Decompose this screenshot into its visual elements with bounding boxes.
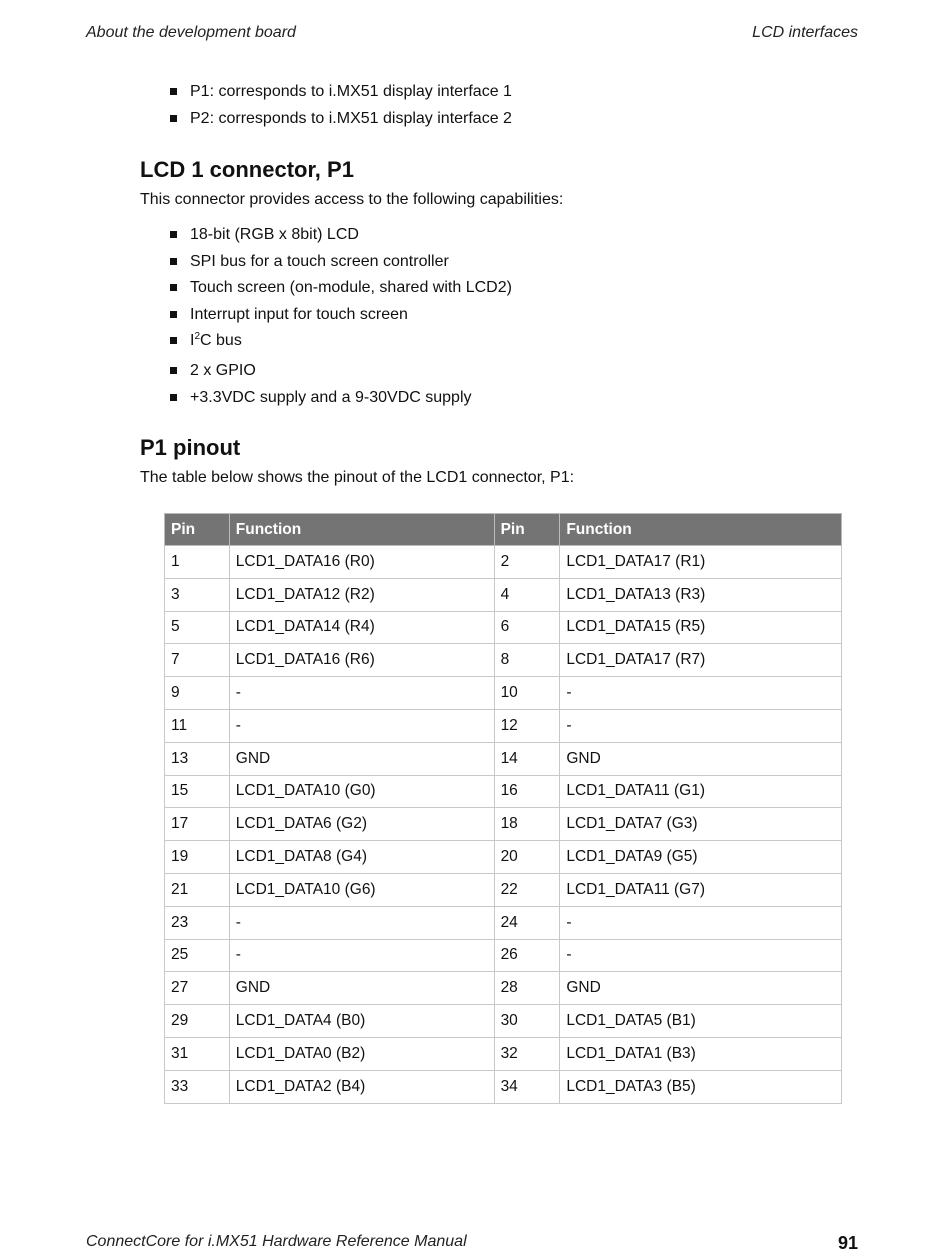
function-cell: LCD1_DATA4 (B0) (229, 1005, 494, 1038)
function-cell: LCD1_DATA13 (R3) (560, 578, 842, 611)
pin-cell: 7 (165, 644, 230, 677)
function-cell: - (560, 709, 842, 742)
table-row (165, 1070, 842, 1103)
pin-cell: 10 (494, 677, 560, 710)
function-cell: LCD1_DATA15 (R5) (560, 611, 842, 644)
pin-cell: 31 (165, 1037, 230, 1070)
function-cell: LCD1_DATA14 (R4) (229, 611, 494, 644)
list-item: Interrupt input for touch screen (170, 305, 512, 332)
function-cell: - (229, 709, 494, 742)
column-header-function: Function (560, 514, 842, 546)
column-header-pin: Pin (165, 514, 230, 546)
list-item: 18-bit (RGB x 8bit) LCD (170, 225, 512, 252)
footer-title: ConnectCore for i.MX51 Hardware Reference Manual (86, 1233, 467, 1250)
pin-cell: 25 (165, 939, 230, 972)
function-cell: LCD1_DATA2 (B4) (229, 1070, 494, 1103)
function-cell: - (229, 939, 494, 972)
i2c-suffix: C bus (200, 332, 242, 349)
pin-cell: 14 (494, 742, 560, 775)
function-cell: GND (560, 742, 842, 775)
function-cell: LCD1_DATA11 (G1) (560, 775, 842, 808)
function-cell: LCD1_DATA12 (R2) (229, 578, 494, 611)
function-cell: LCD1_DATA11 (G7) (560, 873, 842, 906)
pin-cell: 12 (494, 709, 560, 742)
function-cell: - (229, 906, 494, 939)
function-cell: LCD1_DATA10 (G0) (229, 775, 494, 808)
function-cell: - (229, 677, 494, 710)
table-row (165, 742, 842, 775)
pin-cell: 20 (494, 841, 560, 874)
pin-cell: 33 (165, 1070, 230, 1103)
pin-cell: 5 (165, 611, 230, 644)
pin-cell: 26 (494, 939, 560, 972)
function-cell: LCD1_DATA6 (G2) (229, 808, 494, 841)
table-row (165, 546, 842, 579)
column-header-function: Function (229, 514, 494, 546)
pin-cell: 11 (165, 709, 230, 742)
pin-cell: 29 (165, 1005, 230, 1038)
pin-cell: 22 (494, 873, 560, 906)
function-cell: LCD1_DATA17 (R7) (560, 644, 842, 677)
pin-cell: 4 (494, 578, 560, 611)
pin-cell: 17 (165, 808, 230, 841)
function-cell: - (560, 939, 842, 972)
pin-cell: 21 (165, 873, 230, 906)
table-row (165, 1005, 842, 1038)
section-heading-pinout: P1 pinout (140, 435, 241, 460)
page-number: 91 (837, 1233, 858, 1253)
table-row (165, 808, 842, 841)
pin-cell: 8 (494, 644, 560, 677)
pin-cell: 9 (165, 677, 230, 710)
function-cell: LCD1_DATA16 (R0) (229, 546, 494, 579)
function-cell: GND (229, 742, 494, 775)
table-row (165, 972, 842, 1005)
pinout-table (164, 513, 842, 1104)
section-intro: This connector provides access to the following capabilities: (140, 191, 564, 208)
pin-cell: 1 (165, 546, 230, 579)
pin-cell: 30 (494, 1005, 560, 1038)
table-row (165, 677, 842, 710)
table-row (165, 906, 842, 939)
pin-cell: 28 (494, 972, 560, 1005)
i2c-prefix: I (190, 332, 195, 349)
pin-cell: 3 (165, 578, 230, 611)
list-item: P2: corresponds to i.MX51 display interface 2 (170, 109, 512, 136)
pin-cell: 34 (494, 1070, 560, 1103)
table-row (165, 644, 842, 677)
pin-cell: 2 (494, 546, 560, 579)
table-row (165, 578, 842, 611)
function-cell: LCD1_DATA10 (G6) (229, 873, 494, 906)
pin-cell: 27 (165, 972, 230, 1005)
table-header-row (165, 514, 842, 546)
display-interface-list (170, 82, 512, 135)
function-cell: - (560, 906, 842, 939)
pin-cell: 18 (494, 808, 560, 841)
pin-cell: 23 (165, 906, 230, 939)
running-header-left: About the development board (86, 24, 296, 41)
function-cell: LCD1_DATA5 (B1) (560, 1005, 842, 1038)
function-cell: LCD1_DATA1 (B3) (560, 1037, 842, 1070)
function-cell: LCD1_DATA17 (R1) (560, 546, 842, 579)
list-item: SPI bus for a touch screen controller (170, 252, 512, 279)
pin-cell: 19 (165, 841, 230, 874)
function-cell: LCD1_DATA0 (B2) (229, 1037, 494, 1070)
table-row (165, 873, 842, 906)
column-header-pin: Pin (494, 514, 560, 546)
running-header-right: LCD interfaces (752, 24, 858, 41)
table-row (165, 939, 842, 972)
list-item: P1: corresponds to i.MX51 display interface 1 (170, 82, 512, 109)
table-row (165, 841, 842, 874)
function-cell: GND (560, 972, 842, 1005)
table-row (165, 611, 842, 644)
function-cell: LCD1_DATA7 (G3) (560, 808, 842, 841)
pin-cell: 6 (494, 611, 560, 644)
list-item: 2 x GPIO (170, 361, 512, 388)
pin-cell: 13 (165, 742, 230, 775)
section-heading-lcd1: LCD 1 connector, P1 (140, 157, 354, 182)
list-item-i2c (170, 331, 512, 361)
capabilities-list (170, 225, 512, 414)
function-cell: LCD1_DATA8 (G4) (229, 841, 494, 874)
i2c-superscript: 2 (194, 331, 201, 342)
function-cell: LCD1_DATA9 (G5) (560, 841, 842, 874)
pin-cell: 16 (494, 775, 560, 808)
function-cell: - (560, 677, 842, 710)
pin-cell: 32 (494, 1037, 560, 1070)
table-row (165, 775, 842, 808)
table-row (165, 1037, 842, 1070)
pin-cell: 24 (494, 906, 560, 939)
list-item: +3.3VDC supply and a 9-30VDC supply (170, 388, 512, 415)
pinout-table-body (165, 546, 842, 1104)
function-cell: LCD1_DATA16 (R6) (229, 644, 494, 677)
table-row (165, 709, 842, 742)
pin-cell: 15 (165, 775, 230, 808)
pinout-intro: The table below shows the pinout of the LCD1 connector, P1: (140, 469, 575, 486)
list-item: Touch screen (on-module, shared with LCD2) (170, 278, 512, 305)
function-cell: LCD1_DATA3 (B5) (560, 1070, 842, 1103)
function-cell: GND (229, 972, 494, 1005)
